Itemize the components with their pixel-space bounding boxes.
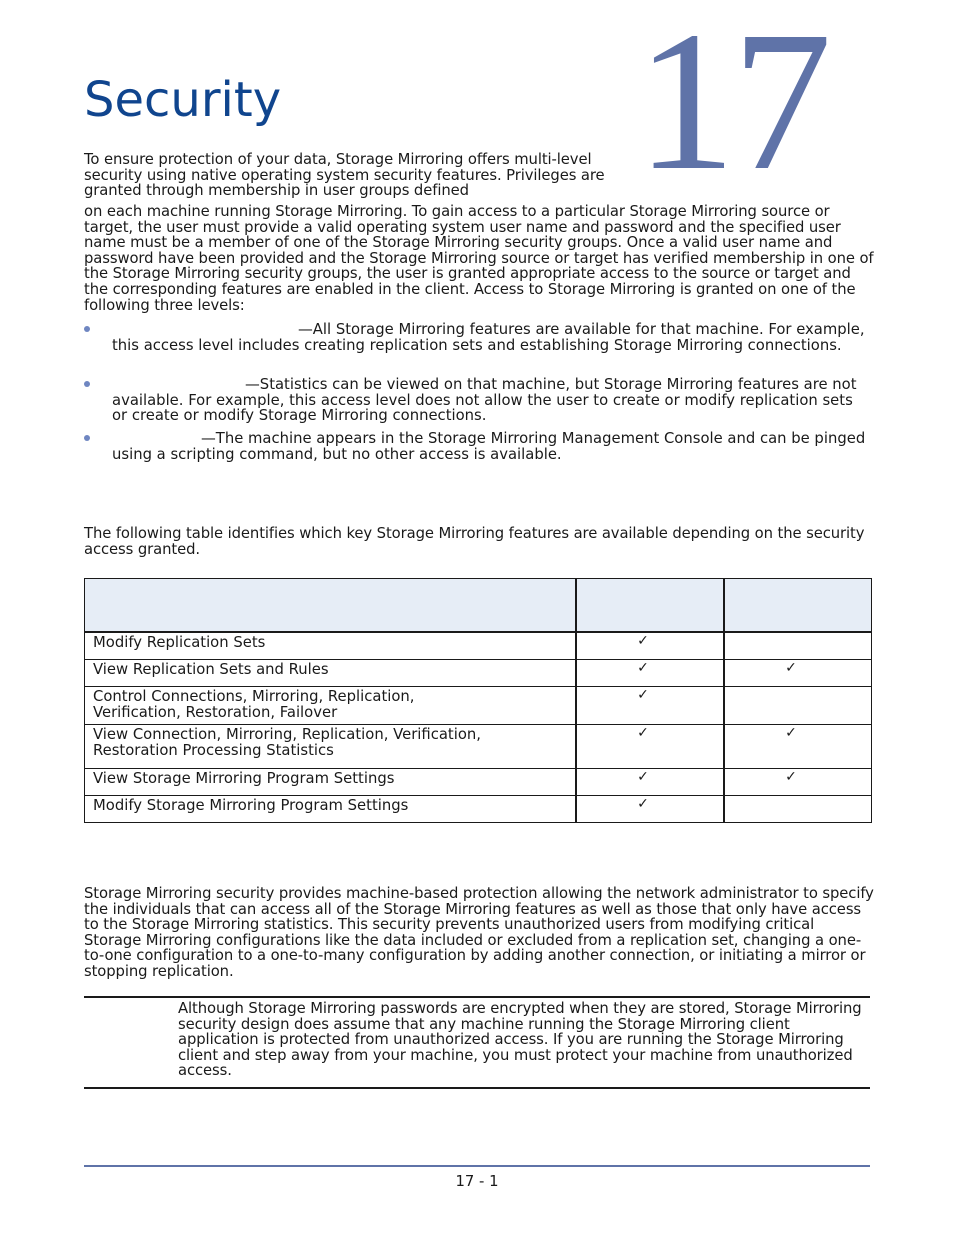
security-paragraph: Storage Mirroring security provides machine-based protection allowing the network administrator to specify the individuals that can access all of the Storage Mirroring features as well as those that only have access to the Storage Mirroring statistics. This security prevents unauthorized users from modifying critical Storage Mirroring configurations like the data included or excluded from a replication set, changing a one-to-one configuration to a one-to-many configuration by adding another connection, or initiating a mirror or stopping replication. [84,885,874,980]
table-row [85,725,872,769]
feature-cell: Control Connections, Mirroring, Replication, Verification, Restoration, Failover [85,687,576,725]
check-icon [791,698,805,699]
table-row [85,769,872,796]
access-level-description: —The machine appears in the Storage Mirroring Management Console and can be pinged using a scripting command, but no other access is available. [112,430,866,463]
footer-rule [84,1165,870,1167]
table-header-row [85,579,872,633]
check-icon: ✓ [785,660,797,676]
intro-paragraph-continued: on each machine running Storage Mirroring. To gain access to a particular Storage Mirroring source or target, the user must provide a valid operating system user name and password and the specified user name must be a member of one of the Storage Mirroring security groups. Once a valid user name and password have been provided and the Storage Mirroring source or target has verified membership in one of the Storage Mirroring security groups, the user is granted appropriate access to the source or target and the corresponding features are enabled in the client. Access to Storage Mirroring is granted on one of the following three levels: [84,203,874,314]
check-icon: ✓ [785,769,797,786]
note-text: Although Storage Mirroring passwords are encrypted when they are stored, Storage Mirroring security design does assume that any machine running the Storage Mirroring client application is protected from unauthorized access. If you are running the Storage Mirroring client and step away from your machine, you must protect your machine from unauthorized access. [178,1000,862,1080]
feature-cell: Modify Replication Sets [85,632,576,660]
table-row [85,632,872,660]
note-top-rule [84,996,870,998]
check-icon: ✓ [637,769,649,786]
check-icon: ✓ [637,660,649,676]
table-row [85,660,872,687]
table-header-feature [85,579,576,633]
intro-paragraph-start: To ensure protection of your data, Storage Mirroring offers multi-level security using native operating system security features. Privileges are granted through membership in user groups defined [84,151,605,200]
table-row [85,796,872,823]
note-bottom-rule [84,1087,870,1089]
chapter-number: 17 [636,0,828,212]
check-icon: ✓ [637,687,649,703]
check-icon: ✓ [637,796,649,813]
bullet-icon [84,326,90,332]
feature-cell: View Connection, Mirroring, Replication, Verification, Restoration Processing Statistics [85,725,576,769]
feature-cell: View Storage Mirroring Program Settings [85,769,576,796]
bullet-icon [84,381,90,387]
table-intro: The following table identifies which key Storage Mirroring features are available depending on the security access granted. [84,525,865,558]
access-level-description: —Statistics can be viewed on that machine, but Storage Mirroring features are not available. For example, this access level does not allow the user to create or modify replication sets or create or modify Storage Mirroring connections. [112,376,857,425]
bullet-icon [84,435,90,441]
page-number: 17 - 1 [455,1173,499,1190]
table-header-monitor [724,579,872,633]
access-level-description: —All Storage Mirroring features are available for that machine. For example, this access level includes creating replication sets and establishing Storage Mirroring connections. [112,321,865,354]
check-icon [791,644,805,645]
check-icon: ✓ [785,725,797,742]
feature-cell: Modify Storage Mirroring Program Settings [85,796,576,823]
feature-access-table [84,578,872,823]
table-header-admin [576,579,724,633]
check-icon: ✓ [637,633,649,649]
check-icon: ✓ [637,725,649,742]
feature-cell: View Replication Sets and Rules [85,660,576,687]
table-row [85,687,872,725]
page-title: Security [84,72,282,128]
check-icon [791,807,805,808]
